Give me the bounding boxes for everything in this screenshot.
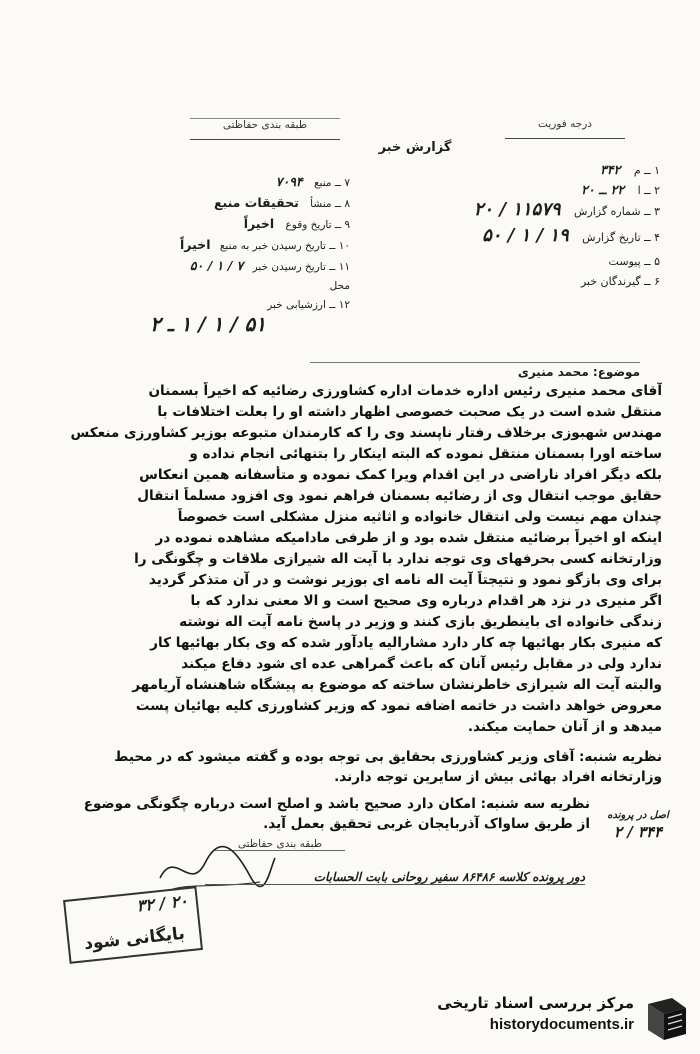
body-line: معروض خواهد داشت در خاتمه اضافه نمود که وزیر کشاورزی کلیه بهائیان پست	[135, 698, 662, 714]
body-line: مهندس شهبوزی برخلاف رفتار ناپسند وی را که کارمندان متبوعه بوزیر کشاورزی منعکس	[70, 425, 662, 441]
field-row: ۵ ــ پیوست	[608, 255, 660, 268]
form-title: گزارش خبر	[378, 140, 452, 155]
body-line: حقایق موجب انتقال وی از رضائیه بسمنان فراهم نمود وی افزود مسلماً انتقال	[137, 488, 662, 504]
field-row: ۲ ــ ا ۲۲ ــ ۲۰	[581, 182, 660, 197]
field-row: ۷ ــ منبع ۷۰۹۴	[275, 174, 350, 189]
field-row: ۳ ــ شماره گزارش ۱۱۵۷۹ / ۲۰	[473, 199, 660, 220]
opinion-line: نظریه سه شنبه: امکان دارد صحیح باشد و اصلح است درباره چگونگی موضوع	[83, 796, 590, 812]
field-row: ۸ ــ منشأ تحقیقات منبع	[213, 195, 350, 210]
classification-box-top: طبقه بندی حفاظتی	[190, 118, 340, 140]
body-line: ندارد ولی در مقابل رئیس آنان که باعث گمراهی عده ای شود دفاع میکند	[181, 656, 662, 672]
body-line: برای وی بازگو نمود و نتیجتاً آیت اله نامه ای بوزیر نوشت و در آن متذکر گردید	[148, 572, 662, 588]
fields-right	[360, 160, 660, 292]
fields-left	[100, 172, 350, 315]
archive-stamp-line: دور پرونده کلاسه ۸۶۴۸۶ سفیر روحانی بابت الحسابات	[205, 870, 585, 885]
margin-note: اصل در پرونده ۳۴۴ / ۲	[607, 810, 669, 841]
field-row: ۱۱ ــ تاریخ رسیدن خبر ۷ / ۱ / ۵۰	[189, 258, 350, 273]
body-line: اینکه او اخیراً برضائیه منتقل شده بود و از طرفی مادامیکه مشاهده نموده در	[155, 530, 662, 546]
priority-box: درجه فوریت	[505, 118, 625, 139]
field-row: ۴ ــ تاریخ گزارش ۱۹ / ۱ / ۵۰	[482, 225, 660, 246]
opinion-line: از طریق ساواک آذربایجان غربی تحقیق بعمل آید.	[263, 816, 590, 832]
body-line: که منیری بکار بهائیها چه کار دارد مشارالیه یادآور شده که وی بکار بهائیها کار	[150, 635, 662, 651]
handwritten-number: ۵۱ / ۱ / ۱ ـ ۲	[150, 312, 266, 336]
logo-title: مرکز بررسی اسناد تاریخی	[437, 994, 634, 1012]
subject-line: موضوع: محمد منیری	[310, 362, 640, 379]
body-line: زندگی خانواده ای باینطریق بازی کنند و وزیر در پاسخ نامه آیت اله نوشته	[179, 614, 662, 630]
opinion-line: وزارتخانه افراد بهائی بیش از سایرین توجه دارند.	[334, 769, 662, 785]
body-line: والبته آیت اله شیرازی خاطرنشان ساخته که موضوع به پیشگاه شاهنشاه آریامهر	[132, 677, 662, 693]
field-row: ۱۲ ــ ارزشیابی خبر	[267, 299, 350, 311]
field-row: ۱۰ ــ تاریخ رسیدن خبر به منبع اخیراً	[180, 237, 350, 252]
archive-box-stamp: ۳۲ / ۲۰ بایگانی شود	[63, 886, 203, 964]
field-row: ۶ ــ گیرندگان خبر	[580, 275, 660, 288]
opinion-line: نظریه شنبه: آقای وزیر کشاورزی بحقایق بی توجه بوده و گفته میشود که در محیط	[114, 749, 662, 765]
book-logo-icon	[642, 994, 692, 1044]
logo-url: historydocuments.ir	[489, 1016, 634, 1033]
field-row: ۹ ــ تاریخ وقوع اخیراً	[243, 216, 350, 231]
body-line: ساخته اورا بسمنان منتقل نموده که البته اینکار را بتنهائی انجام نداده و	[189, 446, 662, 462]
field-row: محل	[329, 280, 350, 292]
logo	[404, 990, 694, 1050]
body-line: آقای محمد منیری رئیس اداره خدمات اداره کشاورزی رضائیه که اخیراً بسمنان	[148, 383, 662, 399]
body-line: بلکه دیگر افراد ناراضی در این اقدام ویرا کمک نموده و متأسفانه همین انعکاس	[139, 467, 662, 483]
body-line: وزارتخانه کسی بحرفهای وی توجه ندارد با آیت اله شیرازی ملاقات و چگونگی را	[134, 551, 662, 567]
field-row: ۱ ــ م ۳۴۲	[600, 162, 660, 177]
body-line: چندان مهم نیست ولی انتقال خانواده و اثاثیه منزل مشکلی است خصوصاً	[177, 509, 662, 525]
body-line: میدهد و از آنان حمایت میکند.	[467, 719, 662, 735]
body-line: اگر منیری در نزد هر اقدام درباره وی صحیح است و الا معنی ندارد که با	[190, 593, 662, 609]
body-line: منتقل شده است در یک صحبت خصوصی اظهار داشته او را بعلت اختلافات با	[157, 404, 662, 420]
classification-box-bottom: طبقه بندی حفاظتی	[215, 838, 345, 851]
